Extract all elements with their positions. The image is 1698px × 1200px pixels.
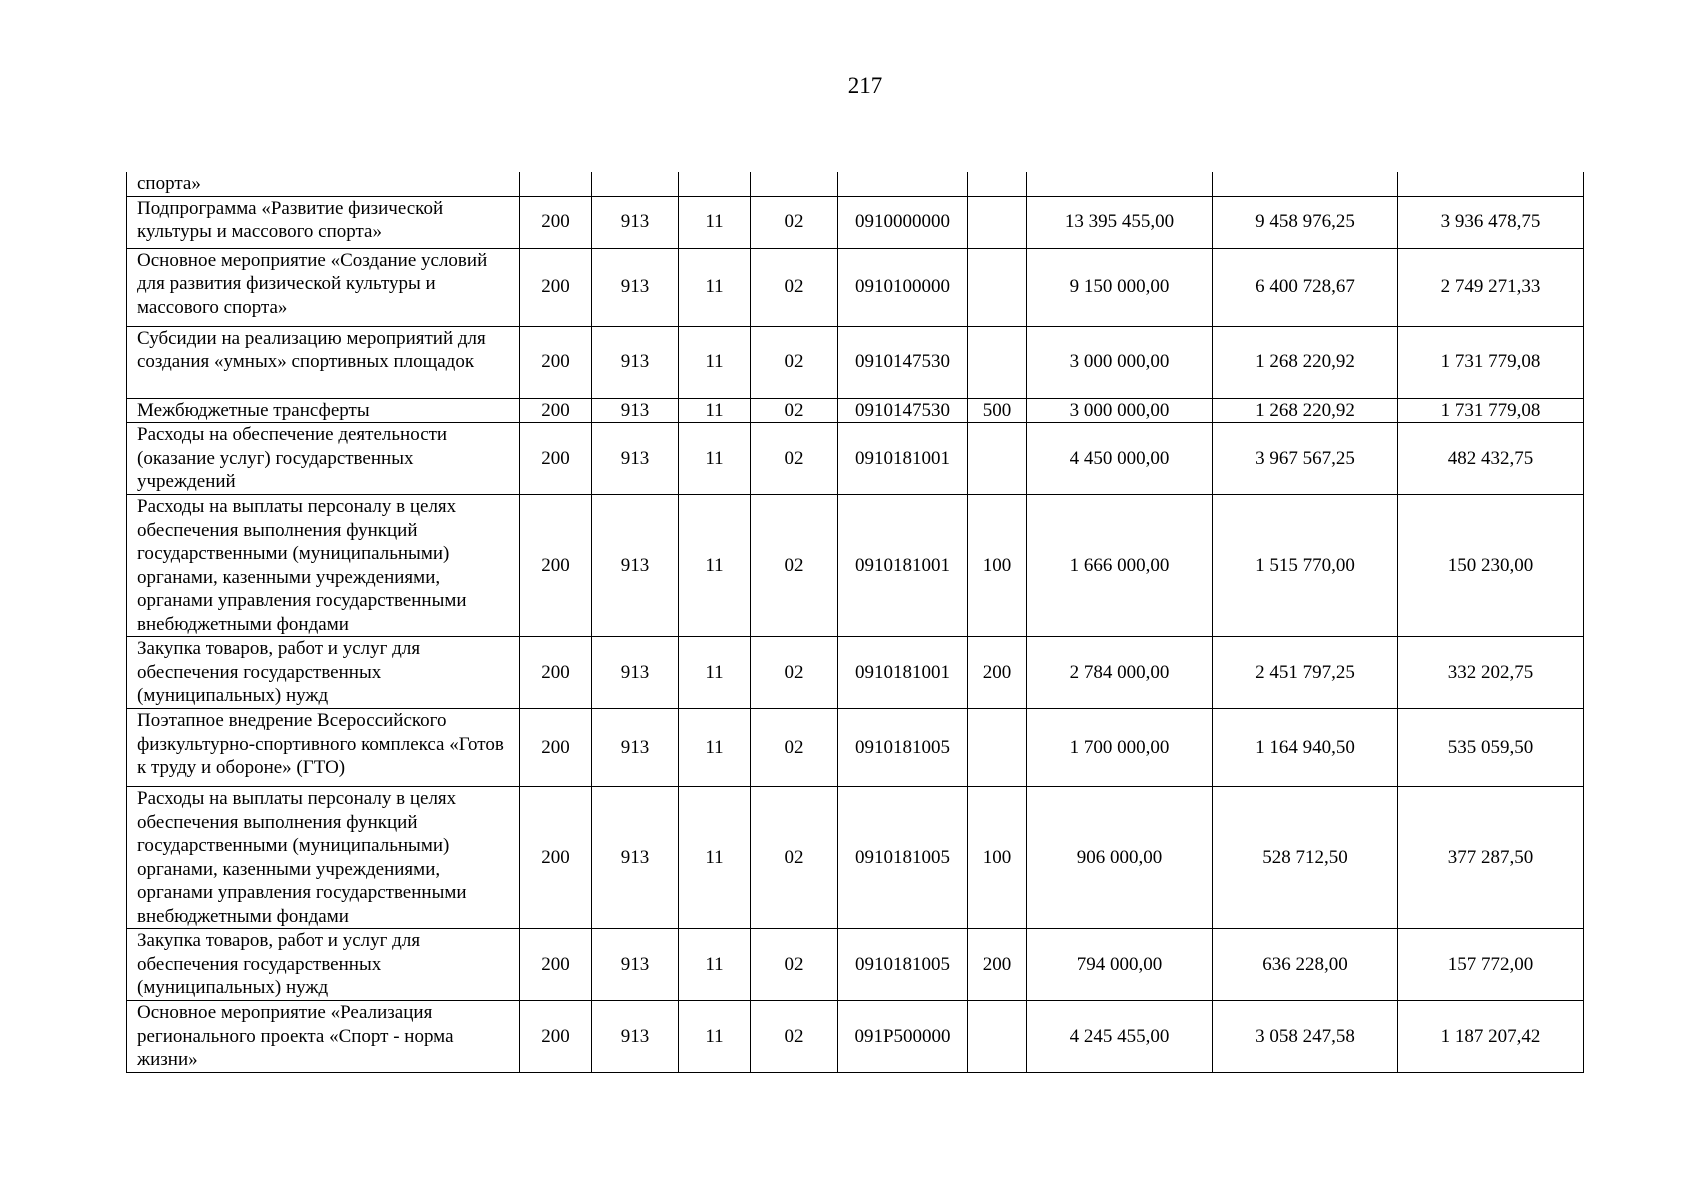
table-row [127, 398, 1584, 423]
cell-subsection: 02 [751, 637, 838, 709]
row-name: Поэтапное внедрение Всероссийского физкультурно-спортивного комплекса «Готов к труду и обороне» (ГТО) [127, 709, 520, 787]
cell-remaining-amount: 482 432,75 [1398, 423, 1584, 495]
cell-subsection: 02 [751, 423, 838, 495]
cell-section: 11 [679, 398, 751, 423]
cell-planned-amount: 3 000 000,00 [1027, 398, 1213, 423]
cell-code-1: 200 [520, 423, 592, 495]
cell-subsection: 02 [751, 398, 838, 423]
cell-expense-type [968, 709, 1027, 787]
cell-section: 11 [679, 248, 751, 326]
cell-code-1: 200 [520, 196, 592, 248]
cell-empty [520, 172, 592, 196]
cell-code-2: 913 [592, 495, 679, 637]
cell-empty [1213, 172, 1398, 196]
cell-empty [1398, 172, 1584, 196]
cell-section: 11 [679, 637, 751, 709]
cell-expense-type [968, 196, 1027, 248]
table-row [127, 787, 1584, 929]
cell-code-1: 200 [520, 709, 592, 787]
table-row-continued [127, 172, 1584, 196]
cell-section: 11 [679, 1001, 751, 1073]
cell-section: 11 [679, 326, 751, 398]
cell-remaining-amount: 1 731 779,08 [1398, 326, 1584, 398]
cell-executed-amount: 636 228,00 [1213, 929, 1398, 1001]
table-row [127, 326, 1584, 398]
cell-empty [679, 172, 751, 196]
cell-code-2: 913 [592, 787, 679, 929]
cell-subsection: 02 [751, 326, 838, 398]
cell-code-2: 913 [592, 196, 679, 248]
cell-expense-type [968, 326, 1027, 398]
cell-code-1: 200 [520, 929, 592, 1001]
cell-executed-amount: 1 268 220,92 [1213, 326, 1398, 398]
cell-expense-type [968, 1001, 1027, 1073]
cell-remaining-amount: 157 772,00 [1398, 929, 1584, 1001]
cell-executed-amount: 3 967 567,25 [1213, 423, 1398, 495]
table-row [127, 423, 1584, 495]
budget-table [126, 172, 1584, 1073]
table-row [127, 929, 1584, 1001]
cell-expense-type: 100 [968, 787, 1027, 929]
cell-code-1: 200 [520, 398, 592, 423]
cell-planned-amount: 1 700 000,00 [1027, 709, 1213, 787]
cell-subsection: 02 [751, 1001, 838, 1073]
cell-empty [592, 172, 679, 196]
cell-subsection: 02 [751, 495, 838, 637]
page-number: 217 [847, 73, 883, 98]
cell-executed-amount: 3 058 247,58 [1213, 1001, 1398, 1073]
cell-target-article: 0910181005 [838, 787, 968, 929]
cell-code-2: 913 [592, 248, 679, 326]
cell-code-1: 200 [520, 248, 592, 326]
cell-planned-amount: 4 450 000,00 [1027, 423, 1213, 495]
cell-code-1: 200 [520, 637, 592, 709]
cell-code-2: 913 [592, 1001, 679, 1073]
cell-executed-amount: 1 268 220,92 [1213, 398, 1398, 423]
table-row [127, 637, 1584, 709]
cell-code-2: 913 [592, 423, 679, 495]
cell-empty [751, 172, 838, 196]
cell-target-article: 0910147530 [838, 398, 968, 423]
row-name: Закупка товаров, работ и услуг для обеспечения государственных (муниципальных) нужд [127, 929, 520, 1001]
cell-remaining-amount: 1 731 779,08 [1398, 398, 1584, 423]
cell-section: 11 [679, 495, 751, 637]
cell-section: 11 [679, 709, 751, 787]
cell-target-article: 0910147530 [838, 326, 968, 398]
cell-target-article: 0910100000 [838, 248, 968, 326]
row-name: спорта» [127, 172, 520, 196]
row-name: Субсидии на реализацию мероприятий для создания «умных» спортивных площадок [127, 326, 520, 398]
cell-planned-amount: 2 784 000,00 [1027, 637, 1213, 709]
row-name: Межбюджетные трансферты [127, 398, 520, 423]
cell-remaining-amount: 1 187 207,42 [1398, 1001, 1584, 1073]
cell-expense-type [968, 423, 1027, 495]
cell-empty [1027, 172, 1213, 196]
row-name: Подпрограмма «Развитие физической культуры и массового спорта» [127, 196, 520, 248]
row-name: Расходы на выплаты персоналу в целях обеспечения выполнения функций государственными (муниципальными) органами, казенными учреждениями, органами управления государственными внебюджетными фондами [127, 495, 520, 637]
cell-section: 11 [679, 787, 751, 929]
cell-planned-amount: 4 245 455,00 [1027, 1001, 1213, 1073]
cell-target-article: 0910181005 [838, 709, 968, 787]
cell-executed-amount: 2 451 797,25 [1213, 637, 1398, 709]
cell-executed-amount: 528 712,50 [1213, 787, 1398, 929]
cell-subsection: 02 [751, 929, 838, 1001]
cell-remaining-amount: 150 230,00 [1398, 495, 1584, 637]
cell-target-article: 091P500000 [838, 1001, 968, 1073]
cell-planned-amount: 9 150 000,00 [1027, 248, 1213, 326]
cell-executed-amount: 1 515 770,00 [1213, 495, 1398, 637]
cell-subsection: 02 [751, 248, 838, 326]
cell-empty [968, 172, 1027, 196]
cell-executed-amount: 9 458 976,25 [1213, 196, 1398, 248]
cell-planned-amount: 1 666 000,00 [1027, 495, 1213, 637]
cell-remaining-amount: 2 749 271,33 [1398, 248, 1584, 326]
cell-remaining-amount: 535 059,50 [1398, 709, 1584, 787]
cell-section: 11 [679, 929, 751, 1001]
cell-planned-amount: 13 395 455,00 [1027, 196, 1213, 248]
row-name: Основное мероприятие «Создание условий для развития физической культуры и массового спорта» [127, 248, 520, 326]
cell-expense-type [968, 248, 1027, 326]
cell-executed-amount: 6 400 728,67 [1213, 248, 1398, 326]
cell-target-article: 0910000000 [838, 196, 968, 248]
cell-planned-amount: 794 000,00 [1027, 929, 1213, 1001]
row-name: Закупка товаров, работ и услуг для обеспечения государственных (муниципальных) нужд [127, 637, 520, 709]
cell-remaining-amount: 332 202,75 [1398, 637, 1584, 709]
cell-expense-type: 200 [968, 637, 1027, 709]
cell-target-article: 0910181001 [838, 495, 968, 637]
cell-planned-amount: 3 000 000,00 [1027, 326, 1213, 398]
cell-subsection: 02 [751, 196, 838, 248]
cell-planned-amount: 906 000,00 [1027, 787, 1213, 929]
cell-code-1: 200 [520, 326, 592, 398]
cell-code-2: 913 [592, 326, 679, 398]
cell-code-2: 913 [592, 398, 679, 423]
cell-subsection: 02 [751, 787, 838, 929]
cell-expense-type: 200 [968, 929, 1027, 1001]
cell-remaining-amount: 377 287,50 [1398, 787, 1584, 929]
cell-expense-type: 100 [968, 495, 1027, 637]
cell-target-article: 0910181001 [838, 637, 968, 709]
cell-code-2: 913 [592, 709, 679, 787]
cell-code-1: 200 [520, 1001, 592, 1073]
cell-executed-amount: 1 164 940,50 [1213, 709, 1398, 787]
cell-code-1: 200 [520, 495, 592, 637]
table-row [127, 495, 1584, 637]
table-row [127, 1001, 1584, 1073]
table-row [127, 196, 1584, 248]
row-name: Расходы на обеспечение деятельности (оказание услуг) государственных учреждений [127, 423, 520, 495]
table-row [127, 709, 1584, 787]
cell-code-1: 200 [520, 787, 592, 929]
cell-section: 11 [679, 423, 751, 495]
table-row [127, 248, 1584, 326]
cell-remaining-amount: 3 936 478,75 [1398, 196, 1584, 248]
cell-code-2: 913 [592, 929, 679, 1001]
cell-section: 11 [679, 196, 751, 248]
cell-expense-type: 500 [968, 398, 1027, 423]
row-name: Расходы на выплаты персоналу в целях обеспечения выполнения функций государственными (муниципальными) органами, казенными учреждениями, органами управления государственными внебюджетными фондами [127, 787, 520, 929]
cell-empty [838, 172, 968, 196]
cell-target-article: 0910181005 [838, 929, 968, 1001]
row-name: Основное мероприятие «Реализация регионального проекта «Спорт - норма жизни» [127, 1001, 520, 1073]
cell-code-2: 913 [592, 637, 679, 709]
cell-subsection: 02 [751, 709, 838, 787]
cell-target-article: 0910181001 [838, 423, 968, 495]
